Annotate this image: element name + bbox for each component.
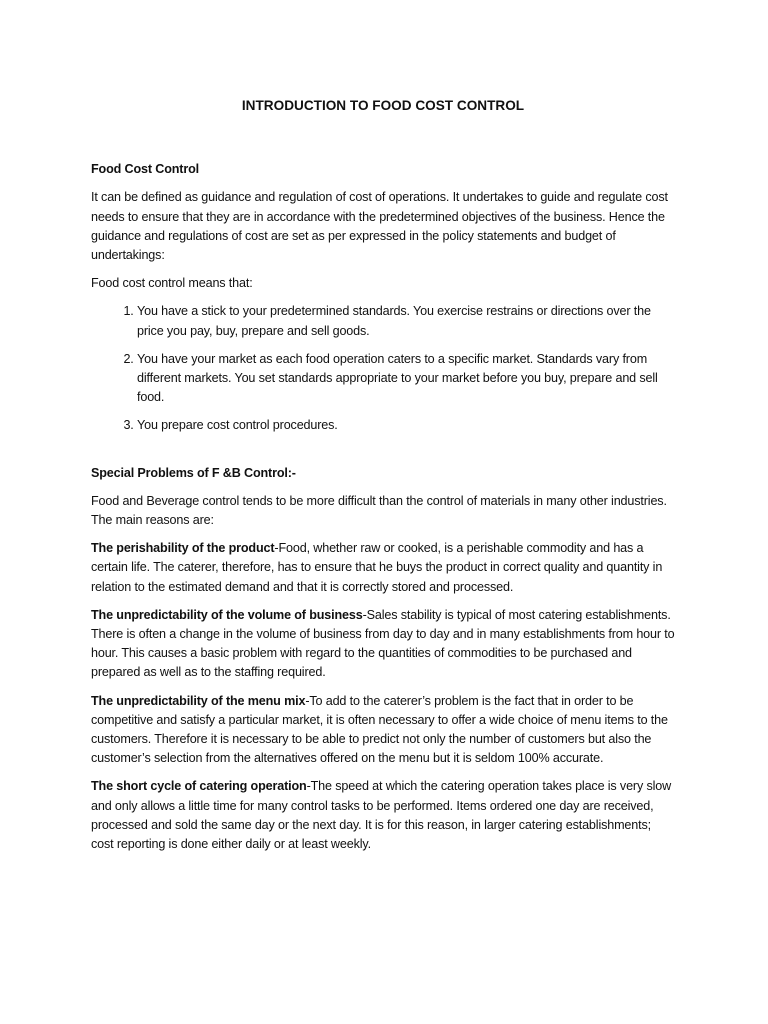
problem-lead: The unpredictability of the menu mix (91, 693, 306, 708)
problem-lead: The short cycle of catering operation (91, 779, 307, 794)
problem-lead: The unpredictability of the volume of business (91, 607, 363, 622)
problem-volume-of-business (91, 606, 675, 683)
problem-text: -To add to the caterer’s problem is the fact that in order to be competitive and satisfy a particular market, it is often necessary to offer a wide choice of menu items to the customers. Therefore it is necessary to be able to predict not only the number of customers but also the customer’s selection from the alternatives offered on the menu but it is seldom 100% accurate. (91, 693, 668, 766)
cost-control-list (91, 302, 675, 435)
special-problems-intro: Food and Beverage control tends to be more difficult than the control of materials in many other industries. The main reasons are: (91, 493, 667, 528)
section-spacer (91, 445, 675, 464)
problem-perishability (91, 539, 675, 597)
problem-menu-mix (91, 692, 675, 769)
problem-lead: The perishability of the product (91, 541, 275, 556)
list-item: 1. You have a stick to your predetermined standards. You exercise restrains or directions over the price you pay, buy, prepare and sell goods. (137, 302, 675, 340)
section-heading-special-problems: Special Problems of F &B Control:- (91, 465, 296, 480)
list-item: 3. You prepare cost control procedures. (137, 416, 675, 435)
document-body (91, 96, 675, 863)
problem-short-cycle (91, 777, 675, 854)
list-item: 2. You have your market as each food operation caters to a specific market. Standards vary from different markets. You set standards appropriate to your market before you buy, prepare and sell food. (137, 350, 675, 408)
problem-text: -Food, whether raw or cooked, is a perishable commodity and has a certain life. The caterer, therefore, has to ensure that he buys the product in correct quality and quantity in relation to the estimated demand and that it is correctly stored and processed. (91, 541, 663, 594)
definition-paragraph: It can be defined as guidance and regulation of cost of operations. It undertakes to guide and regulate cost needs to ensure that they are in accordance with the predetermined objectives of the business. Hence the guidance and regulations of cost are set as per expressed in the policy statements and budget of undertakings: (91, 190, 668, 263)
means-that-paragraph: Food cost control means that: (91, 276, 253, 291)
document-title: INTRODUCTION TO FOOD COST CONTROL (241, 98, 525, 113)
section-heading-food-cost-control: Food Cost Control (91, 162, 199, 177)
problem-text: -Sales stability is typical of most catering establishments. There is often a change in the volume of business from day to day and in many establishments from hour to hour. This causes a basic problem with regard to the quantities of commodities to be purchased and prepared as well as to the staffing required. (91, 607, 675, 680)
problem-text: -The speed at which the catering operation takes place is very slow and only allows a little time for many control tasks to be performed. Items ordered one day are received, processed and sold the same day or the next day. It is for this reason, in larger catering establishments; cost reporting is done either daily or at least weekly. (91, 779, 672, 852)
